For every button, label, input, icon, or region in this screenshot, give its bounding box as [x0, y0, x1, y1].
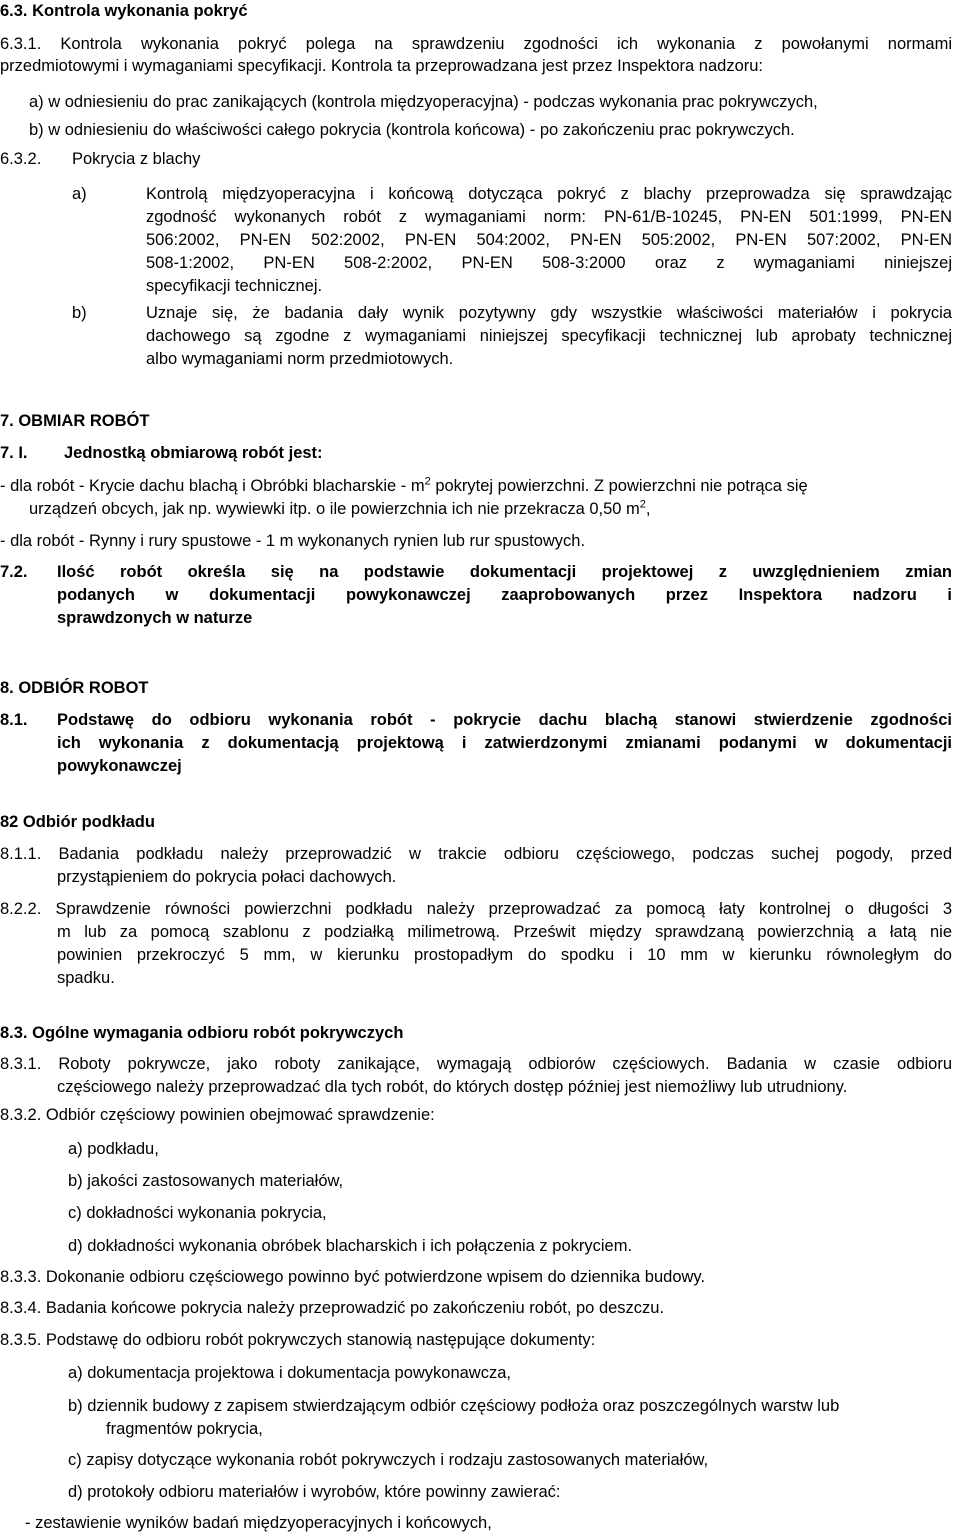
section-7-2-line-2: podanych w dokumentacji powykonawczej zaaprobowanych przez Inspektora nadzoru i — [57, 586, 952, 604]
section-title-6-3-2: Pokrycia z blachy — [72, 150, 201, 168]
check-item-d: d) dokładności wykonania obróbek blacharskich i ich połączenia z pokryciem. — [68, 1237, 633, 1255]
item-label-b: b) — [72, 304, 87, 322]
section-heading-6-3: 6.3. Kontrola wykonania pokryć — [0, 2, 248, 20]
paragraph-8-2-2-line-1: 8.2.2. Sprawdzenie równości powierzchni podkładu należy przeprowadzać za pomocą łaty kontrolnej o długości 3 — [0, 900, 952, 918]
paragraph-8-3-4: 8.3.4. Badania końcowe pokrycia należy przeprowadzić po zakończeniu robót, po deszczu. — [0, 1299, 665, 1317]
section-heading-7: 7. OBMIAR ROBÓT — [0, 412, 150, 430]
paragraph-6-3-1-line-1: 6.3.1. Kontrola wykonania pokryć polega na sprawdzeniu zgodności ich wykonania z powołanymi normami — [0, 35, 952, 53]
list-item-a: a) w odniesieniu do prac zanikających (kontrola międzyoperacyjna) - podczas wykonania prac pokrywczych, — [29, 93, 818, 111]
paragraph-8-3-1-line-2: częściowego należy przeprowadzać dla tych robót, do których dostęp później jest niemożliwy lub utrudniony. — [57, 1078, 848, 1096]
paragraph-b-line-1: Uznaje się, że badania dały wynik pozytywny gdy wszystkie właściwości materiałów i pokrycia — [146, 304, 952, 322]
document-item-a: a) dokumentacja projektowa i dokumentacja powykonawcza, — [68, 1364, 511, 1382]
paragraph-8-3-1-line-1: 8.3.1. Roboty pokrywcze, jako roboty zanikające, wymagają odbiorów częściowych. Badania w czasie odbioru — [0, 1055, 952, 1073]
document-item-d: d) protokoły odbioru materiałów i wyrobów, które powinny zawierać: — [68, 1483, 561, 1501]
paragraph-8-2-2-line-3: powinien przekroczyć 5 mm, w kierunku prostopadłym do spodku i 10 mm w kierunku równoległym do — [57, 946, 952, 964]
document-subitem: - zestawienie wyników badań międzyoperacyjnych i końcowych, — [25, 1514, 492, 1532]
section-7-2-line-1: Ilość robót określa się na podstawie dokumentacji projektowej z uwzględnieniem zmian — [57, 563, 952, 581]
section-number-7-2: 7.2. — [0, 563, 28, 581]
check-item-b: b) jakości zastosowanych materiałów, — [68, 1172, 344, 1190]
paragraph-a-line-2: zgodność wykonanych robót z wymaganiami norm: PN-61/B-10245, PN-EN 501:1999, PN-EN — [146, 208, 952, 226]
item-label-a: a) — [72, 185, 87, 203]
paragraph-8-2-2-line-4: spadku. — [57, 969, 115, 987]
paragraph-8-1-1-line-1: 8.1.1. Badania podkładu należy przeprowadzić w trakcie odbioru częściowego, podczas suchej pogody, przed — [0, 845, 952, 863]
check-item-a: a) podkładu, — [68, 1140, 159, 1158]
paragraph-b-line-2: dachowego są zgodne z wymaganiami niniejszej specyfikacji technicznej lub aprobaty technicznej — [146, 327, 952, 345]
section-7-2-line-3: sprawdzonych w naturze — [57, 609, 253, 627]
check-item-c: c) dokładności wykonania pokrycia, — [68, 1204, 327, 1222]
section-title-7-1: Jednostką obmiarową robót jest: — [64, 444, 323, 462]
section-heading-8-3: 8.3. Ogólne wymagania odbioru robót pokrywczych — [0, 1024, 404, 1042]
measurement-item-1-line-2 — [29, 498, 651, 520]
measurement-item-1-line-2-end: , — [645, 500, 651, 518]
paragraph-8-3-3: 8.3.3. Dokonanie odbioru częściowego powinno być potwierdzone wpisem do dziennika budowy. — [0, 1268, 706, 1286]
paragraph-8-3-2: 8.3.2. Odbiór częściowy powinien obejmować sprawdzenie: — [0, 1106, 435, 1124]
section-number-7-1: 7. I. — [0, 444, 28, 462]
superscript: 2 — [639, 498, 646, 511]
paragraph-a-line-4: 508-1:2002, PN-EN 508-2:2002, PN-EN 508-3:2000 oraz z wymaganiami niniejszej — [146, 254, 952, 272]
paragraph-8-1-1-line-2: przystąpieniem do pokrycia połaci dachowych. — [57, 868, 397, 886]
list-item-b: b) w odniesieniu do właściwości całego pokrycia (kontrola końcowa) - po zakończeniu prac pokrywczych. — [29, 121, 795, 139]
superscript: 2 — [424, 475, 431, 488]
section-heading-8: 8. ODBIÓR ROBOT — [0, 679, 149, 697]
paragraph-a-line-3: 506:2002, PN-EN 502:2002, PN-EN 504:2002, PN-EN 505:2002, PN-EN 507:2002, PN-EN — [146, 231, 952, 249]
paragraph-8-3-5: 8.3.5. Podstawę do odbioru robót pokrywczych stanowią następujące dokumenty: — [0, 1331, 596, 1349]
paragraph-6-3-1-line-2: przedmiotowymi i wymaganiami specyfikacji. Kontrola ta przeprowadzana jest przez Inspektora nadzoru: — [0, 57, 764, 75]
section-8-1-line-2: ich wykonania z dokumentacją projektową i zatwierdzonymi zmianami podanymi w dokumentacji — [57, 734, 952, 752]
paragraph-8-2-2-line-2: m lub za pomocą szablonu z podziałką milimetrową. Prześwit między sprawdzaną powierzchnią a łatą nie — [57, 923, 952, 941]
section-heading-8-2: 82 Odbiór podkładu — [0, 813, 155, 831]
section-8-1-line-1: Podstawę do odbioru wykonania robót - pokrycie dachu blachą stanowi stwierdzenie zgodności — [57, 711, 952, 729]
measurement-item-1-text: - dla robót - Krycie dachu blachą i Obróbki blacharskie - m — [0, 477, 425, 495]
paragraph-b-line-3: albo wymaganiami norm przedmiotowych. — [146, 350, 454, 368]
document-item-c: c) zapisy dotyczące wykonania robót pokrywczych i rodzaju zastosowanych materiałów, — [68, 1451, 709, 1469]
document-item-b-line-1: b) dziennik budowy z zapisem stwierdzającym odbiór częściowy podłoża oraz poszczególnych warstw lub — [68, 1397, 840, 1415]
measurement-item-1-line-1 — [0, 475, 808, 497]
measurement-item-1-text-end: pokrytej powierzchni. Z powierzchni nie potrąca się — [430, 477, 808, 495]
paragraph-a-line-5: specyfikacji technicznej. — [146, 277, 323, 295]
section-number-8-1: 8.1. — [0, 711, 28, 729]
section-8-1-line-3: powykonawczej — [57, 757, 182, 775]
paragraph-a-line-1: Kontrolą międzyoperacyjna i końcową dotycząca pokryć z blachy przeprowadza się sprawdzając — [146, 185, 952, 203]
measurement-item-1-line-2-text: urządzeń obcych, jak np. wywiewki itp. o ile powierzchnia ich nie przekracza 0,50 m — [29, 500, 640, 518]
document-item-b-line-2: fragmentów pokrycia, — [106, 1420, 263, 1438]
measurement-item-2: - dla robót - Rynny i rury spustowe - 1 m wykonanych rynien lub rur spustowych. — [0, 532, 586, 550]
section-number-6-3-2: 6.3.2. — [0, 150, 42, 168]
